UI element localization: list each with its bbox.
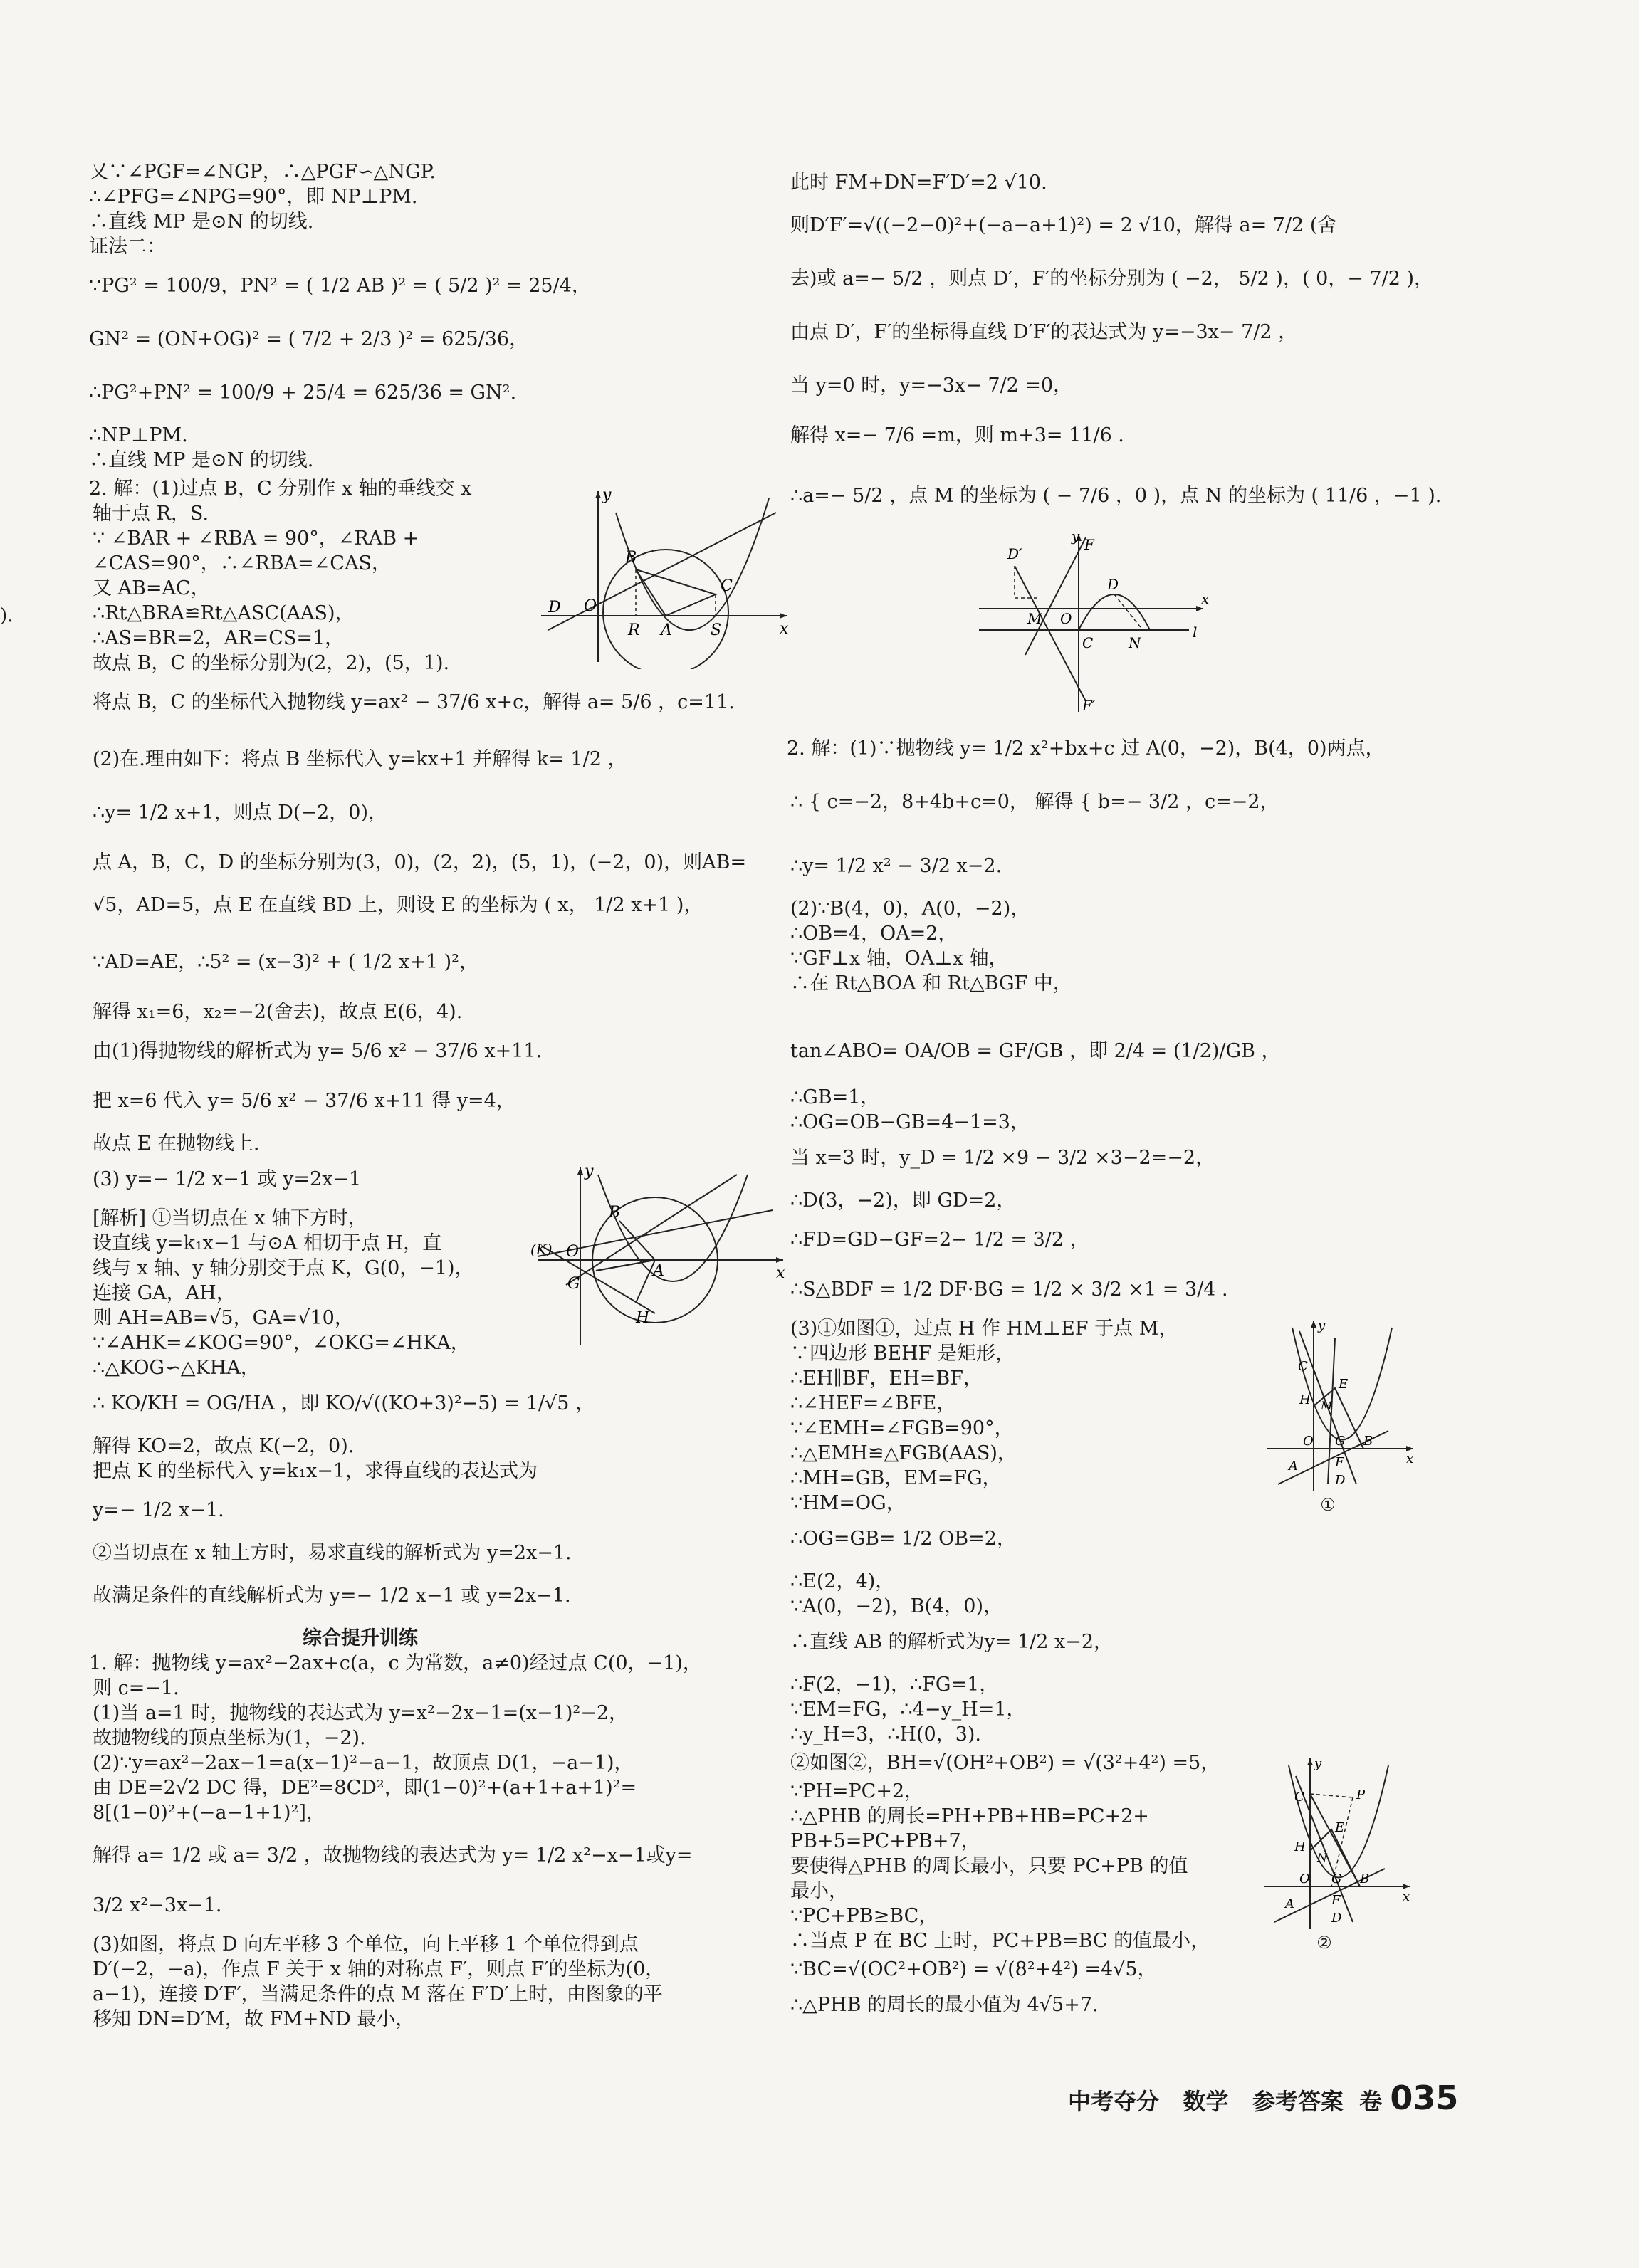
text-line: ∴y= 1/2 x+1，则点 D(−2，0)，: [93, 802, 387, 824]
fig-label: F: [1331, 1893, 1341, 1908]
footer-section: 参考答案: [1252, 2088, 1344, 2115]
fig-label: x: [1403, 1889, 1410, 1904]
fig-label: F: [1335, 1455, 1344, 1470]
text-line: ∵GF⊥x 轴，OA⊥x 轴，: [790, 947, 1008, 970]
text-line: (3)如图，将点 D 向左平移 3 个单位，向上平移 1 个单位得到点: [93, 1933, 639, 1955]
text-line: 故点 E 在抛物线上.: [93, 1133, 260, 1155]
fig-label: D′: [1007, 545, 1022, 562]
text-line: D′(−2，−a)，作点 F 关于 x 轴的对称点 F′，则点 F′的坐标为(0，: [93, 1958, 665, 1980]
figure-reflection: [972, 527, 1214, 719]
text-line: ∴直线 AB 的解析式为y= 1/2 x−2，: [790, 1631, 1114, 1653]
fig-label: A: [1285, 1896, 1294, 1911]
text-line: 证法二：: [89, 236, 166, 258]
fig-label: A: [653, 1262, 664, 1280]
text-line: ∴GB=1，: [790, 1086, 880, 1108]
text-line: 把点 K 的坐标代入 y=k₁x−1，求得直线的表达式为: [93, 1460, 538, 1482]
text-line: [解析] ①当切点在 x 轴下方时，: [93, 1207, 368, 1229]
text-line: ∴当点 P 在 BC 上时，PC+PB=BC 的值最小，: [790, 1930, 1210, 1952]
text-line: ∴y_H=3，∴H(0，3).: [790, 1723, 982, 1745]
text-line: 移知 DN=D′M，故 FM+ND 最小，: [93, 2008, 415, 2030]
fig-label: F′: [1082, 697, 1096, 714]
text-line: (2)∵B(4，0)，A(0，−2)，: [790, 898, 1030, 920]
fig-label: x: [780, 620, 789, 638]
text-line: ∵HM=OG，: [790, 1492, 906, 1514]
text-line: ∴OB=4，OA=2，: [790, 923, 958, 945]
fig-label: A: [661, 621, 672, 639]
text-line: 线与 x 轴、y 轴分别交于点 K，G(0，−1)，: [93, 1257, 474, 1279]
fig-label: D: [1335, 1473, 1346, 1488]
fig-label: B: [609, 1204, 621, 1222]
fig-label: B: [1360, 1871, 1370, 1886]
fig-label: x: [776, 1264, 785, 1282]
edge-mark: ).: [0, 605, 14, 626]
figure-caption: ①: [1320, 1495, 1336, 1515]
text-line: ②如图②，BH=√(OH²+OB²) = √(3²+4²) =5，: [790, 1752, 1220, 1774]
fig-label: y: [602, 486, 612, 504]
text-line: 由(1)得抛物线的解析式为 y= 5/6 x² − 37/6 x+11.: [93, 1040, 543, 1062]
text-line: 设直线 y=k₁x−1 与⊙A 相切于点 H，直: [93, 1232, 442, 1254]
fig-label: H: [636, 1309, 650, 1327]
text-line: 则D′F′=√((−2−0)²+(−a−a+1)²) = 2 √10，解得 a= 7/2 (舍: [790, 214, 1337, 236]
fig-label: C: [1294, 1790, 1304, 1805]
text-line: ∵PH=PC+2，: [790, 1780, 924, 1802]
footer-subject: 数学: [1183, 2088, 1229, 2115]
text-line: tan∠ABO= OA/OB = GF/GB ，即 2/4 = (1/2)/GB ，: [790, 1040, 1281, 1062]
section-heading: 综合提升训练: [303, 1627, 418, 1649]
text-line: 轴于点 R，S.: [93, 503, 209, 525]
text-line: ∴AS=BR=2，AR=CS=1，: [93, 627, 345, 649]
text-line: ②当切点在 x 轴上方时，易求直线的解析式为 y=2x−1.: [93, 1542, 572, 1564]
text-line: 将点 B，C 的坐标代入抛物线 y=ax² − 37/6 x+c，解得 a= 5/6 ，c=11.: [93, 691, 735, 713]
fig-label: y: [1072, 527, 1080, 545]
fig-label: O: [1299, 1871, 1310, 1886]
text-line: ∵四边形 BEHF 是矩形，: [790, 1343, 1015, 1365]
text-line: PB+5=PC+PB+7，: [790, 1830, 980, 1852]
text-line: ∴FD=GD−GF=2− 1/2 = 3/2 ，: [790, 1229, 1089, 1251]
figure-tangent-circle: [530, 1160, 794, 1353]
fig-label: D: [1107, 576, 1119, 593]
text-line: ∴S△BDF = 1/2 DF·BG = 1/2 × 3/2 ×1 = 3/4 .: [790, 1279, 1228, 1301]
page-footer: [1068, 2079, 1458, 2117]
fig-label: O: [584, 597, 597, 615]
text-line: 又∵∠PGF=∠NGP，∴△PGF∽△NGP.: [89, 161, 436, 183]
text-line: 2. 解：(1)∵抛物线 y= 1/2 x²+bx+c 过 A(0，−2)，B(4，0)两点，: [787, 737, 1385, 760]
text-line: ∴ { c=−2，8+4b+c=0， 解得 { b=− 3/2 ，c=−2，: [790, 791, 1279, 813]
figure-parabola-circle: [534, 484, 797, 669]
fig-label: M: [1027, 610, 1042, 627]
text-line: 则 c=−1.: [93, 1677, 179, 1699]
fig-label: D: [1331, 1911, 1342, 1926]
text-line: ∴PG²+PN² = 100/9 + 25/4 = 625/36 = GN².: [89, 382, 517, 404]
text-line: ∵PC+PB≥BC，: [790, 1905, 938, 1927]
text-line: 又 AB=AC，: [93, 577, 210, 599]
fig-label: B: [1363, 1434, 1373, 1449]
fig-label: G: [1331, 1871, 1342, 1886]
text-line: ∴∠HEF=∠BFE，: [790, 1392, 956, 1414]
text-line: ∵∠EMH=∠FGB=90°，: [790, 1417, 1014, 1439]
text-line: 解得 KO=2，故点 K(−2，0).: [93, 1435, 355, 1457]
text-line: √5，AD=5，点 E 在直线 BD 上，则设 E 的坐标为 ( x， 1/2 x+1 )，: [93, 894, 703, 916]
text-line: ∴∠PFG=∠NPG=90°，即 NP⊥PM.: [89, 186, 418, 208]
text-line: ∴y= 1/2 x² − 3/2 x−2.: [790, 855, 1002, 877]
text-line: (3)①如图①，过点 H 作 HM⊥EF 于点 M，: [790, 1318, 1178, 1340]
fig-label: l: [1193, 624, 1198, 641]
text-line: ∴△PHB 的周长=PH+PB+HB=PC+2+: [790, 1805, 1149, 1827]
text-line: 则 AH=AB=√5，GA=√10，: [93, 1307, 354, 1329]
fig-label: x: [1201, 590, 1210, 607]
text-line: ∴D(3，−2)，即 GD=2，: [790, 1190, 1016, 1212]
fig-label: D: [548, 599, 561, 616]
text-line: 点 A，B，C，D 的坐标分别为(3，0)，(2，2)，(5，1)，(−2，0)，则AB=: [93, 851, 747, 873]
text-line: ∴△KOG∽△KHA，: [93, 1357, 260, 1379]
text-line: 故点 B，C 的坐标分别为(2，2)，(5，1).: [93, 652, 450, 674]
text-line: (3) y=− 1/2 x−1 或 y=2x−1: [93, 1168, 362, 1190]
text-line: 连接 GA，AH，: [93, 1282, 236, 1304]
text-line: ∴MH=GB，EM=FG，: [790, 1467, 1002, 1489]
text-line: ∵ ∠BAR + ∠RBA = 90°，∠RAB +: [93, 527, 419, 550]
text-line: (2)在.理由如下：将点 B 坐标代入 y=kx+1 并解得 k= 1/2 ，: [93, 748, 627, 770]
text-line: 故满足条件的直线解析式为 y=− 1/2 x−1 或 y=2x−1.: [93, 1585, 571, 1607]
text-line: GN² = (ON+OG)² = ( 7/2 + 2/3 )² = 625/36，: [89, 328, 529, 350]
text-line: ∴EH∥BF，EH=BF，: [790, 1367, 983, 1390]
text-line: ∴F(2，−1)，∴FG=1，: [790, 1674, 999, 1696]
text-line: 去)或 a=− 5/2 ，则点 D′，F′的坐标分别为 ( −2， 5/2 )，( 0，− 7/2 )，: [790, 268, 1434, 290]
text-line: 当 x=3 时，y_D = 1/2 ×9 − 3/2 ×3−2=−2，: [790, 1147, 1215, 1169]
text-line: ∴E(2，4)，: [790, 1570, 895, 1592]
fig-label: y: [1314, 1756, 1322, 1771]
fig-label: S: [711, 621, 722, 639]
footer-volume: 卷: [1359, 2088, 1383, 2115]
text-line: ∵BC=√(OC²+OB²) = √(8²+4²) =4√5，: [790, 1958, 1157, 1980]
text-line: ∴OG=OB−GB=4−1=3，: [790, 1111, 1030, 1133]
fig-label: G: [1335, 1434, 1346, 1449]
fig-label: N: [1317, 1851, 1327, 1864]
text-line: 解得 x=− 7/6 =m，则 m+3= 11/6 .: [790, 424, 1124, 446]
figure-rectangle-2: [1260, 1755, 1417, 1933]
fig-label: M: [1321, 1399, 1333, 1412]
text-line: 要使得△PHB 的周长最小，只要 PC+PB 的值: [790, 1855, 1188, 1877]
text-line: ∴直线 MP 是⊙N 的切线.: [89, 211, 314, 233]
fig-label: y: [1318, 1318, 1326, 1333]
text-line: ∴OG=GB= 1/2 OB=2，: [790, 1528, 1016, 1550]
text-line: ∴△PHB 的周长的最小值为 4√5+7.: [790, 1994, 1099, 2016]
figure-rectangle-1: [1264, 1317, 1420, 1495]
fig-label: O: [1303, 1434, 1314, 1449]
fig-label: E: [1339, 1377, 1349, 1392]
text-line: ∵AD=AE，∴5² = (x−3)² + ( 1/2 x+1 )²，: [93, 951, 478, 973]
text-line: ∴Rt△BRA≌Rt△ASC(AAS)，: [93, 602, 355, 624]
text-line: a−1)，连接 D′F′，当满足条件的点 M 落在 F′D′上时，由图象的平: [93, 1983, 663, 2005]
fig-label: A: [1289, 1459, 1298, 1474]
fig-label: x: [1406, 1451, 1414, 1466]
fig-label: E: [1335, 1820, 1345, 1835]
text-line: ∴a=− 5/2 ，点 M 的坐标为 ( − 7/6 ，0 )，点 N 的坐标为 ( 11/6 ，−1 ).: [790, 485, 1442, 507]
text-line: 1. 解：抛物线 y=ax²−2ax+c(a，c 为常数，a≠0)经过点 C(0，−1)，: [89, 1652, 702, 1674]
fig-label: F: [1084, 536, 1094, 553]
text-line: 此时 FM+DN=F′D′=2 √10.: [790, 172, 1047, 194]
text-line: (1)当 a=1 时，抛物线的表达式为 y=x²−2x−1=(x−1)²−2，: [93, 1702, 628, 1724]
footer-book: 中考夺分: [1068, 2088, 1160, 2115]
fig-label: y: [585, 1162, 594, 1180]
text-line: ∵EM=FG，∴4−y_H=1，: [790, 1699, 1026, 1721]
text-line: ∴直线 MP 是⊙N 的切线.: [89, 449, 314, 471]
text-line: ∵∠AHK=∠KOG=90°，∠OKG=∠HKA，: [93, 1332, 470, 1354]
text-line: ∵A(0，−2)，B(4，0)，: [790, 1595, 1002, 1617]
text-line: ∠CAS=90°，∴∠RBA=∠CAS，: [93, 552, 391, 574]
fig-label: H: [1299, 1392, 1311, 1407]
fig-label: C: [1298, 1359, 1308, 1374]
text-line: 故抛物线的顶点坐标为(1，−2).: [93, 1727, 366, 1749]
text-line: ∵PG² = 100/9，PN² = ( 1/2 AB )² = ( 5/2 )² = 25/4，: [89, 275, 591, 297]
text-line: 把 x=6 代入 y= 5/6 x² − 37/6 x+11 得 y=4，: [93, 1090, 515, 1112]
text-line: 3/2 x²−3x−1.: [93, 1894, 222, 1916]
page-number: 035: [1390, 2079, 1459, 2117]
text-line: 由 DE=2√2 DC 得，DE²=8CD²，即(1−0)²+(a+1+a+1)²=: [93, 1777, 637, 1799]
text-line: 由点 D′，F′的坐标得直线 D′F′的表达式为 y=−3x− 7/2 ，: [790, 321, 1298, 343]
text-line: 解得 a= 1/2 或 a= 3/2 ，故抛物线的表达式为 y= 1/2 x²−x−1或y=: [93, 1844, 693, 1867]
fig-label: O: [1060, 610, 1072, 627]
fig-label: N: [1129, 634, 1141, 651]
text-line: (2)∵y=ax²−2ax−1=a(x−1)²−a−1，故顶点 D(1，−a−1)，: [93, 1752, 634, 1774]
fig-label: (K): [530, 1241, 553, 1258]
text-line: ∴ KO/KH = OG/HA ，即 KO/√((KO+3)²−5) = 1/√5 ，: [93, 1392, 595, 1414]
fig-label: H: [1294, 1839, 1306, 1854]
fig-label: C: [721, 577, 733, 595]
fig-label: C: [1082, 634, 1094, 651]
fig-label: P: [1356, 1787, 1366, 1802]
fig-label: R: [628, 621, 640, 639]
text-line: ∴在 Rt△BOA 和 Rt△BGF 中，: [790, 972, 1072, 994]
text-line: 最小，: [790, 1880, 848, 1902]
fig-label: G: [567, 1275, 580, 1293]
text-line: 解得 x₁=6，x₂=−2(舍去)，故点 E(6，4).: [93, 1001, 463, 1023]
figure-caption: ②: [1316, 1933, 1332, 1953]
text-line: 8[(1−0)²+(−a−1+1)²]，: [93, 1802, 325, 1824]
fig-label: B: [625, 549, 637, 567]
text-line: 2. 解：(1)过点 B，C 分别作 x 轴的垂线交 x: [89, 478, 472, 500]
text-line: 当 y=0 时，y=−3x− 7/2 =0，: [790, 374, 1073, 397]
text-line: y=− 1/2 x−1.: [93, 1499, 224, 1521]
fig-label: O: [566, 1243, 580, 1261]
text-line: ∴NP⊥PM.: [89, 424, 188, 446]
text-line: ∴△EMH≌△FGB(AAS)，: [790, 1442, 1017, 1464]
